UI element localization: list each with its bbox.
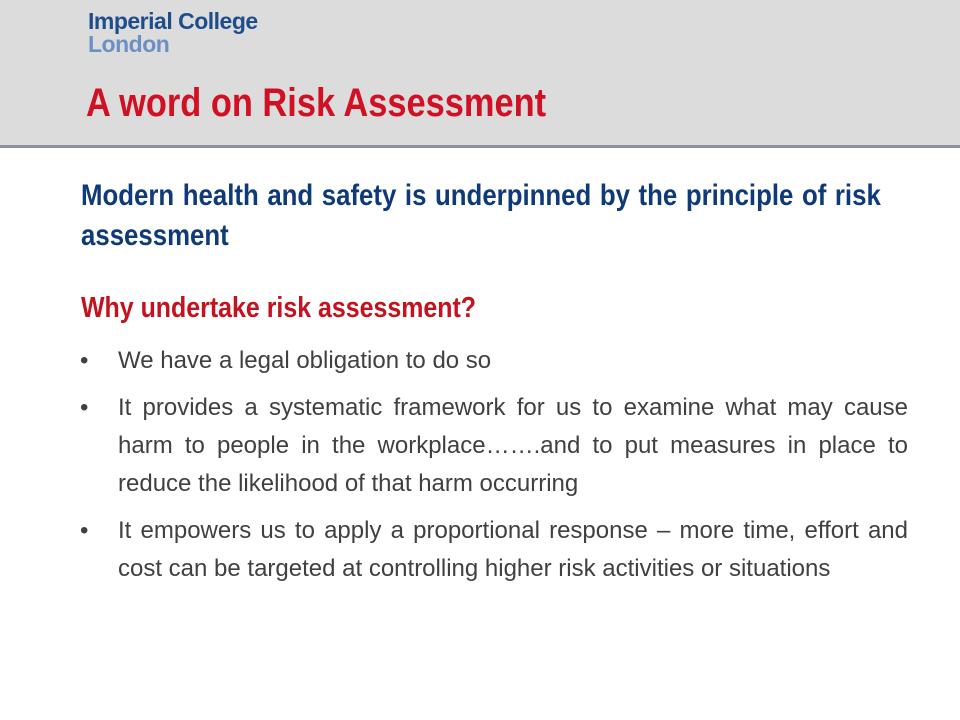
bullet-dot-icon: • — [80, 394, 89, 421]
bullet-dot-icon: • — [80, 347, 89, 374]
logo-line-2: London — [88, 31, 170, 57]
bullet-text: We have a legal obligation to do so — [118, 347, 492, 374]
bullet-item-legal-obligation — [78, 342, 908, 380]
logo-line-1: Imperial College — [88, 8, 258, 34]
bullet-text: It empowers us to apply a proportional response – more time, effort and cost can be targeted at controlling higher risk activities or situations — [118, 517, 908, 582]
bullet-dot-icon: • — [80, 517, 89, 544]
slide-subtitle: Modern health and safety is underpinned by the principle of risk assessment — [81, 179, 881, 252]
bullet-item-systematic-framework — [78, 389, 908, 503]
bullet-text: It provides a systematic framework for us to examine what may cause harm to people in the workplace…….and to put measures in place to reduce the likelihood of that harm occurring — [118, 394, 908, 497]
header-band — [0, 0, 960, 148]
bullet-list — [78, 342, 908, 597]
bullet-item-proportional-response — [78, 512, 908, 588]
imperial-college-logo — [88, 10, 258, 56]
slide-title: A word on Risk Assessment — [86, 81, 547, 125]
section-question: Why undertake risk assessment? — [81, 292, 477, 324]
